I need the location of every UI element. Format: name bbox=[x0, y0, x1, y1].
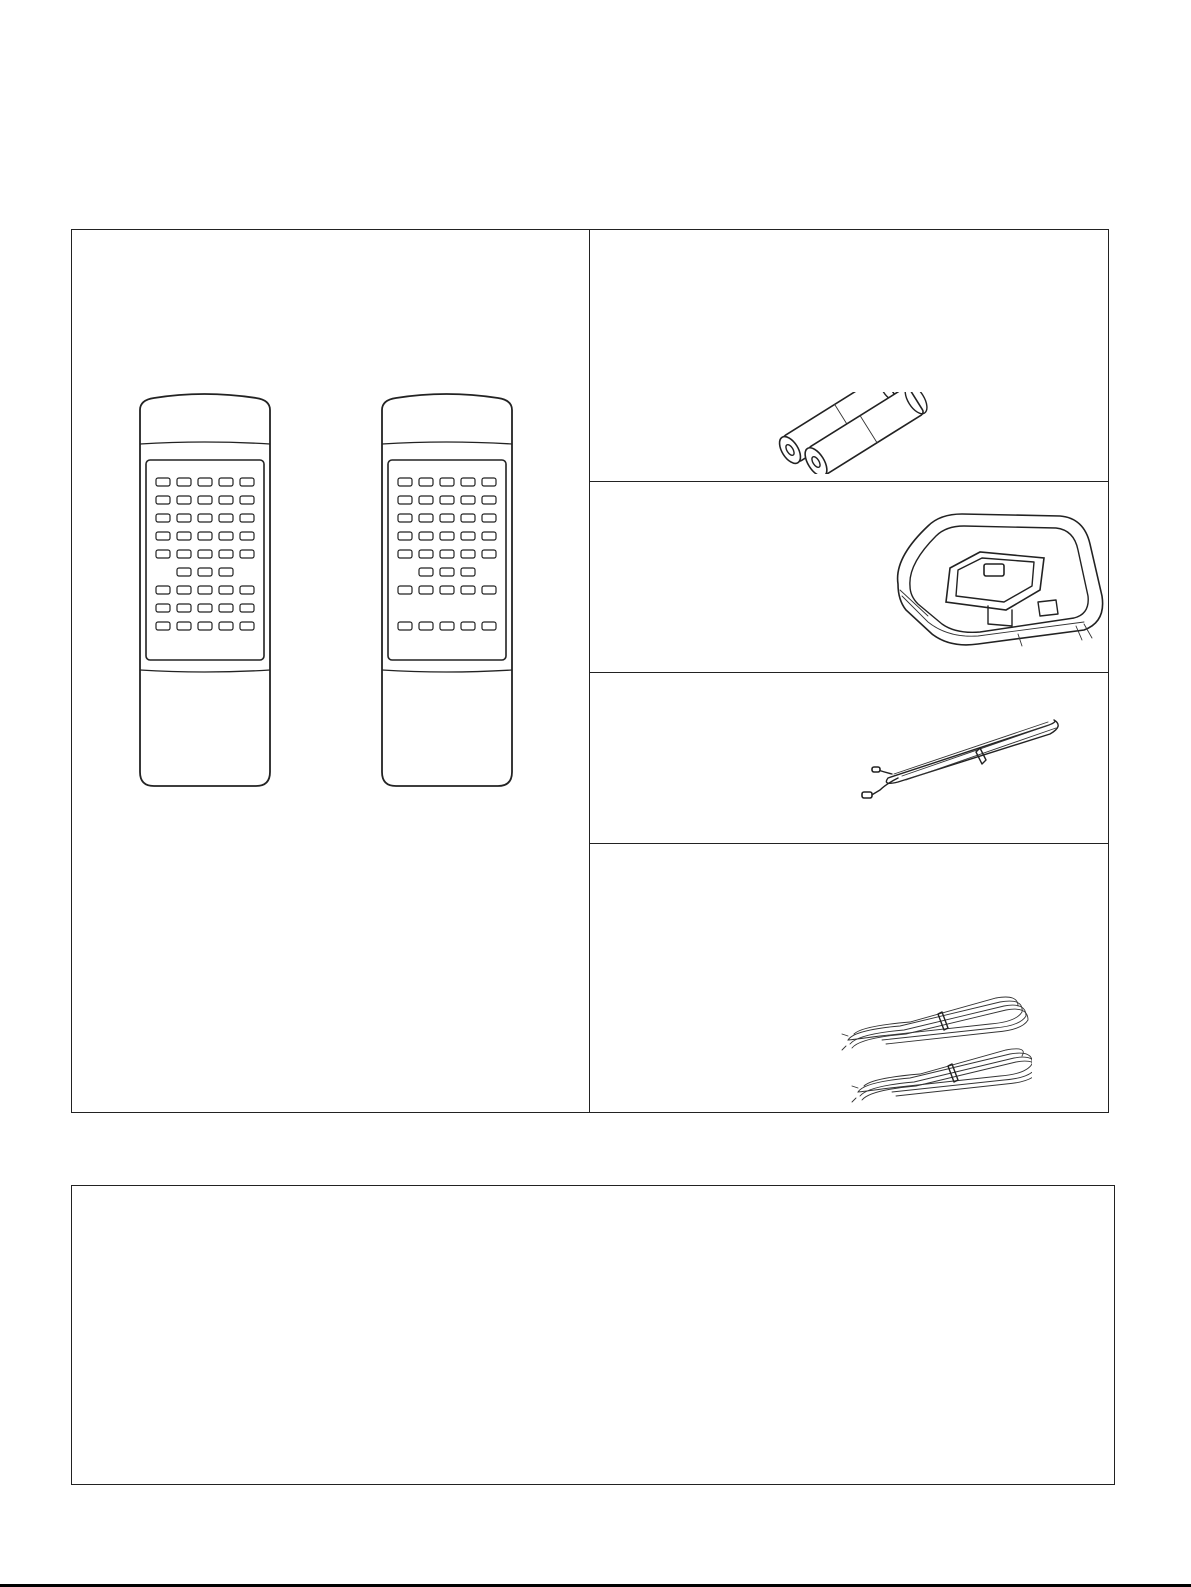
remote-button bbox=[419, 550, 433, 558]
remote-button bbox=[240, 586, 254, 594]
remote-button bbox=[461, 622, 475, 630]
remote-button bbox=[156, 622, 170, 630]
remote-button bbox=[398, 622, 412, 630]
remote-button bbox=[177, 622, 191, 630]
remote-button bbox=[440, 514, 454, 522]
remote-button bbox=[219, 532, 233, 540]
remote-button bbox=[198, 568, 212, 576]
remote-button bbox=[419, 622, 433, 630]
remote-button bbox=[198, 586, 212, 594]
remote-button bbox=[398, 532, 412, 540]
remote-button bbox=[482, 622, 496, 630]
remote-button bbox=[419, 478, 433, 486]
remote-button bbox=[440, 550, 454, 558]
remote-button bbox=[219, 568, 233, 576]
remote-button bbox=[419, 514, 433, 522]
remote-button bbox=[482, 550, 496, 558]
remote-button bbox=[440, 622, 454, 630]
remote-button bbox=[219, 496, 233, 504]
remote-button bbox=[440, 568, 454, 576]
remote-button bbox=[156, 514, 170, 522]
speaker-cable-icon bbox=[836, 990, 1032, 1110]
remote-button bbox=[398, 586, 412, 594]
remote-button bbox=[461, 478, 475, 486]
remote-button bbox=[198, 478, 212, 486]
remote-button bbox=[198, 532, 212, 540]
remote-button bbox=[240, 550, 254, 558]
remote-button bbox=[177, 496, 191, 504]
remote-button bbox=[419, 532, 433, 540]
remote-button bbox=[398, 550, 412, 558]
remote-button bbox=[198, 550, 212, 558]
remote-button bbox=[482, 514, 496, 522]
remote-button bbox=[219, 586, 233, 594]
remote-button bbox=[240, 604, 254, 612]
table-column-divider bbox=[589, 229, 590, 1113]
remote-button bbox=[156, 550, 170, 558]
remote-button bbox=[440, 478, 454, 486]
remote-button bbox=[461, 586, 475, 594]
remote-button bbox=[482, 496, 496, 504]
remote-button bbox=[156, 604, 170, 612]
remote-button bbox=[177, 532, 191, 540]
remote-button bbox=[177, 478, 191, 486]
remote-button bbox=[156, 532, 170, 540]
battery-icon bbox=[770, 392, 930, 474]
remote-button bbox=[177, 604, 191, 612]
remote-button bbox=[461, 550, 475, 558]
remote-button bbox=[198, 514, 212, 522]
remote-button bbox=[240, 532, 254, 540]
remote-button bbox=[219, 514, 233, 522]
remote-button bbox=[240, 514, 254, 522]
remote-button bbox=[198, 604, 212, 612]
remote-button bbox=[419, 496, 433, 504]
loop-antenna-icon bbox=[888, 506, 1112, 656]
remote-button bbox=[440, 496, 454, 504]
remote-button bbox=[219, 622, 233, 630]
remote-button bbox=[219, 604, 233, 612]
remote-button bbox=[398, 514, 412, 522]
remote-button bbox=[482, 532, 496, 540]
remote-button bbox=[177, 550, 191, 558]
remote-button bbox=[240, 496, 254, 504]
remote-button bbox=[398, 496, 412, 504]
remote-button bbox=[198, 622, 212, 630]
remote-button bbox=[482, 586, 496, 594]
notes-box bbox=[71, 1185, 1115, 1485]
row-divider-loop-antenna bbox=[589, 672, 1109, 673]
remote-button bbox=[461, 532, 475, 540]
remote-button bbox=[198, 496, 212, 504]
row-divider-fm-antenna bbox=[589, 843, 1109, 844]
remote-button bbox=[461, 496, 475, 504]
remote-button bbox=[177, 568, 191, 576]
remote-button bbox=[219, 550, 233, 558]
remote-button bbox=[440, 532, 454, 540]
fm-wire-antenna-icon bbox=[858, 712, 1070, 806]
row-divider-batteries bbox=[589, 481, 1109, 482]
remote-control-icon bbox=[376, 392, 518, 790]
remote-button bbox=[398, 478, 412, 486]
remote-button bbox=[177, 514, 191, 522]
remote-button bbox=[482, 478, 496, 486]
remote-button bbox=[156, 586, 170, 594]
remote-button bbox=[240, 622, 254, 630]
remote-button bbox=[461, 514, 475, 522]
remote-button bbox=[419, 586, 433, 594]
remote-button bbox=[461, 568, 475, 576]
remote-button bbox=[177, 586, 191, 594]
remote-button bbox=[156, 496, 170, 504]
remote-control-icon bbox=[134, 392, 276, 790]
remote-button bbox=[419, 568, 433, 576]
remote-button bbox=[156, 478, 170, 486]
remote-button bbox=[219, 478, 233, 486]
remote-button bbox=[240, 478, 254, 486]
remote-button bbox=[440, 586, 454, 594]
